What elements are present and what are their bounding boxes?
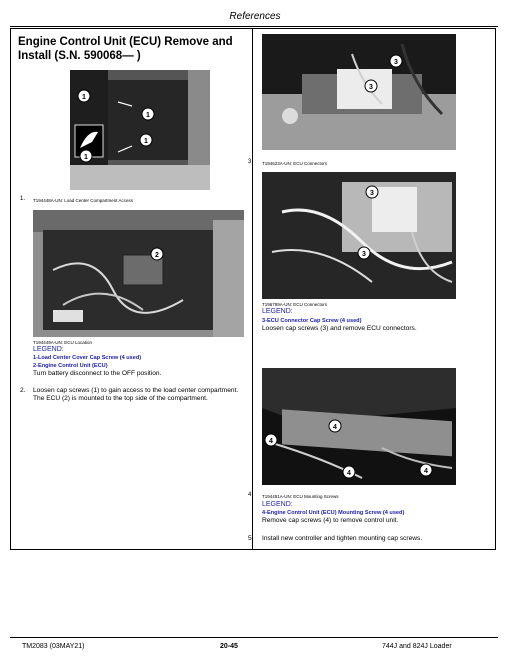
legend-item-4: 4-Engine Control Unit (ECU) Mounting Screw (4 used) bbox=[262, 510, 405, 516]
callout-4: 4 bbox=[347, 470, 351, 477]
callout-2: 2 bbox=[155, 252, 159, 259]
footer-page-number: 20-45 bbox=[220, 643, 238, 650]
remove-control-unit-text: Remove cap screws (4) to remove control unit. bbox=[262, 517, 399, 524]
callout-3: 3 bbox=[394, 59, 398, 66]
step-3-number: 3. bbox=[248, 159, 254, 165]
callout-4: 4 bbox=[333, 424, 337, 431]
callout-1: 1 bbox=[82, 94, 86, 101]
footer-doc-id: TM2083 (03MAY21) bbox=[22, 643, 85, 650]
legend-item-1: 1-Load Center Cover Cap Screw (4 used) bbox=[33, 355, 142, 361]
step-5-text: Install new controller and tighten mounting cap screws. bbox=[262, 535, 423, 542]
callout-1: 1 bbox=[144, 138, 148, 145]
legend-title: LEGEND: bbox=[262, 501, 293, 508]
step-1-caption: T194448A-UN: Load Center Compartment Access bbox=[33, 198, 134, 203]
step-2-number: 2. bbox=[20, 387, 26, 394]
header-rule bbox=[10, 26, 498, 27]
footer-product: 744J and 824J Loader bbox=[382, 643, 452, 650]
step-3-caption: T194623A-UN: ECU Connectors bbox=[262, 161, 328, 166]
step-ecu-location-caption: T194449A-UN: ECU Location bbox=[33, 340, 93, 345]
column-divider bbox=[252, 28, 253, 550]
footer-rule bbox=[10, 637, 498, 638]
legend-item-2: 2-Engine Control Unit (ECU) bbox=[33, 363, 108, 369]
step-5-number: 5. bbox=[248, 535, 254, 542]
section-title: Engine Control Unit (ECU) Remove and Install (S.N. 590068— ) bbox=[18, 36, 233, 62]
header-title: References bbox=[229, 11, 281, 22]
photo-load-center-access bbox=[70, 70, 210, 190]
step-1-number: 1. bbox=[20, 196, 26, 202]
callout-3: 3 bbox=[362, 251, 366, 258]
callout-4: 4 bbox=[269, 438, 273, 445]
step-2-text: Loosen cap screws (1) to gain access to the load center compartment. The ECU (2) is mounted to the top side of the compartment. bbox=[33, 387, 239, 402]
remove-connectors-text: Loosen cap screws (3) and remove ECU connectors. bbox=[262, 325, 417, 332]
callout-1: 1 bbox=[146, 112, 150, 119]
legend-title: LEGEND: bbox=[33, 346, 64, 353]
legend-title: LEGEND: bbox=[262, 308, 293, 315]
callout-4: 4 bbox=[424, 468, 428, 475]
photo-ecu-connectors-2 bbox=[262, 172, 456, 299]
callout-3: 3 bbox=[370, 190, 374, 197]
callout-1: 1 bbox=[84, 154, 88, 161]
callout-3: 3 bbox=[369, 84, 373, 91]
legend-item-3: 3-ECU Connector Cap Screw (4 used) bbox=[262, 318, 362, 324]
photo-ecu-connectors-1 bbox=[262, 34, 456, 150]
step-4-number: 4. bbox=[248, 492, 254, 498]
battery-disconnect-text: Turn battery disconnect to the OFF position. bbox=[33, 370, 162, 377]
step-connectors-caption: T196799A-UN: ECU Connectors bbox=[262, 302, 328, 307]
step-4-caption: T194451A-UN: ECU Mounting Screws bbox=[262, 494, 339, 499]
photo-ecu-location bbox=[33, 210, 244, 337]
photo-ecu-mounting-screws bbox=[262, 368, 456, 485]
